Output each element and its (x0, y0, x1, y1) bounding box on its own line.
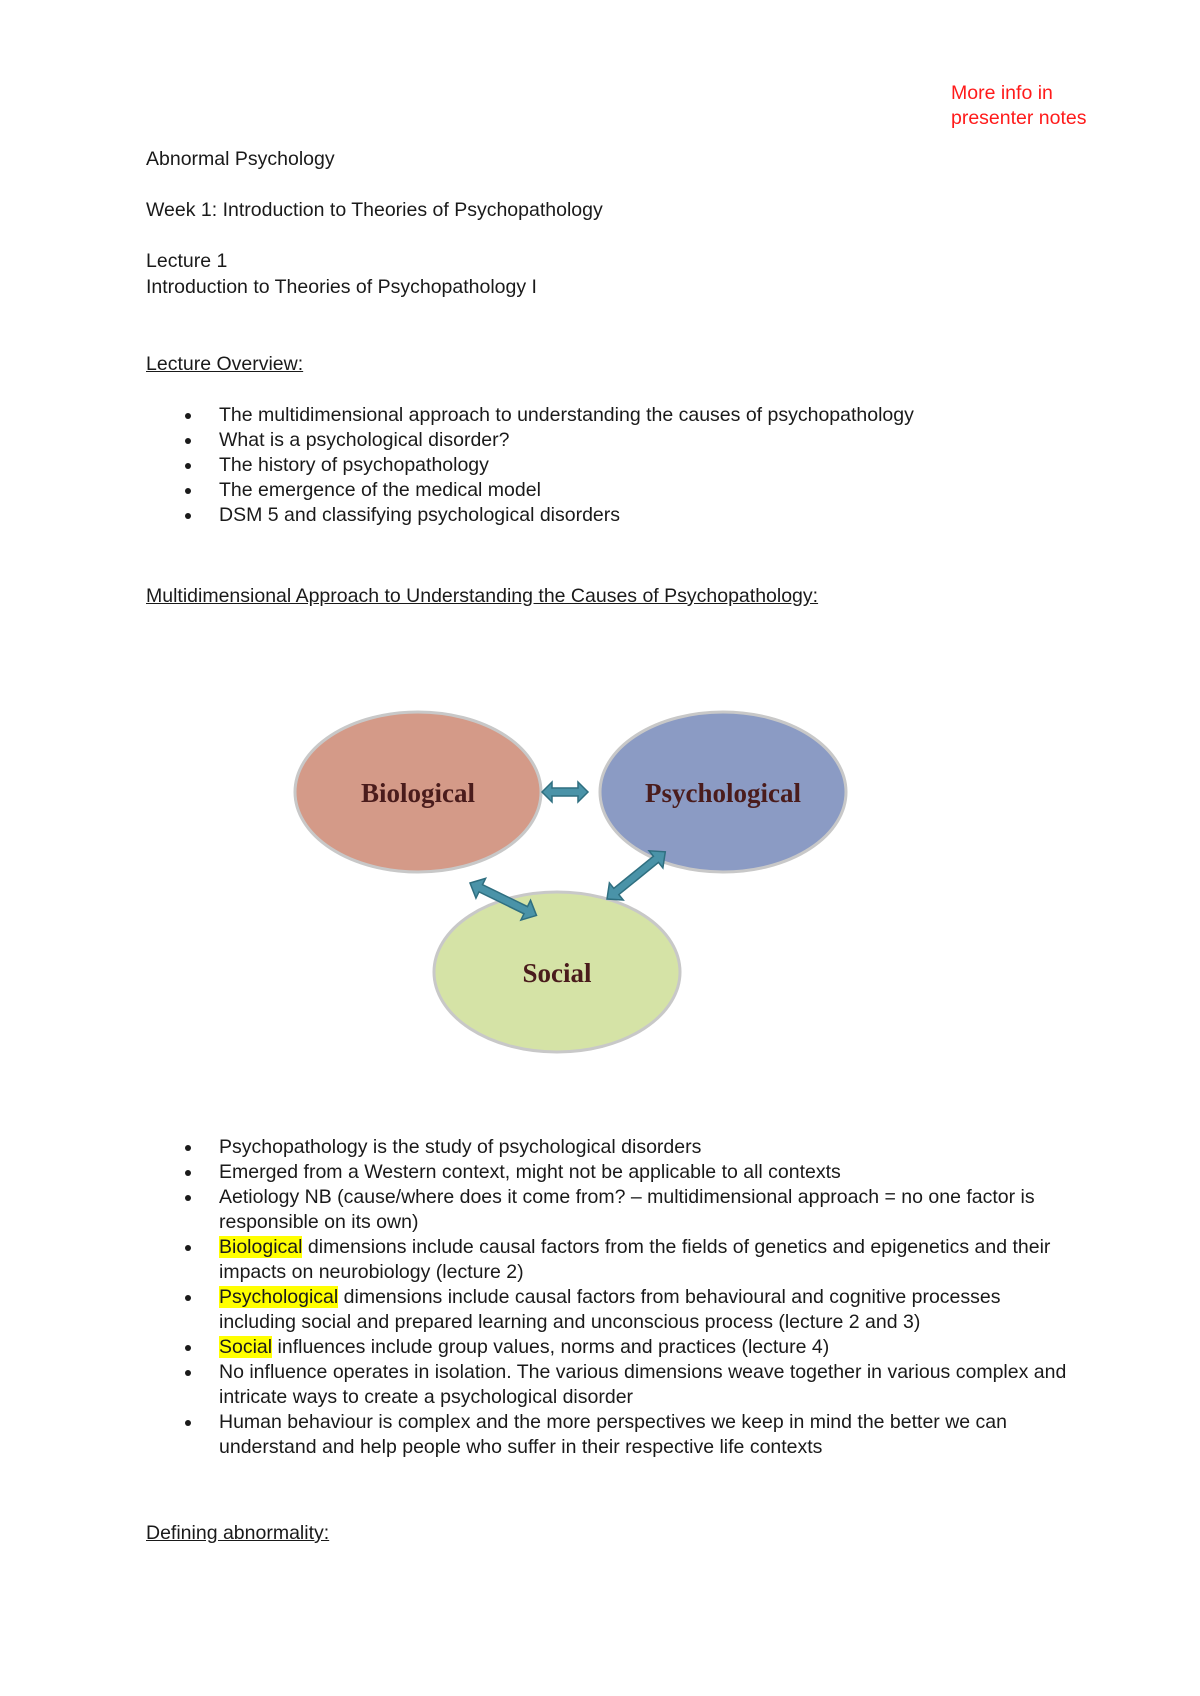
point-text: dimensions include causal factors from behavioural and cognitive processes including social and prepared learning and unconscious process (lecture 2 and 3) (219, 1286, 1001, 1333)
biological-label: Biological (361, 778, 475, 808)
social-ellipse (434, 892, 680, 1052)
point-text: influences include group values, norms and practices (lecture 4) (272, 1336, 830, 1358)
double-arrow-icon (600, 843, 672, 907)
list-item: The emergence of the medical model (146, 478, 1076, 503)
list-item (146, 1285, 1076, 1335)
list-item (146, 1235, 1076, 1285)
biological-ellipse (295, 712, 541, 872)
social-label: Social (522, 958, 592, 988)
point-text: No influence operates in isolation. The various dimensions weave together in various complex and intricate ways to create a psychological disorder (219, 1361, 1067, 1408)
list-item (146, 1360, 1076, 1410)
multidimensional-heading: Multidimensional Approach to Understanding the Causes of Psychopathology: (146, 585, 819, 607)
presenter-note-line-1: More info in (951, 82, 1053, 104)
psychological-label: Psychological (645, 778, 801, 808)
list-item: DSM 5 and classifying psychological disorders (146, 503, 1076, 528)
multidimensional-diagram (290, 700, 870, 1065)
list-item: What is a psychological disorder? (146, 428, 1076, 453)
course-title: Abnormal Psychology (146, 148, 335, 170)
overview-list (146, 403, 1076, 528)
list-item (146, 1185, 1076, 1235)
point-text: Aetiology NB (cause/where does it come from? – multidimensional approach = no one factor is responsible on its own) (219, 1186, 1035, 1233)
point-text: Human behaviour is complex and the more perspectives we keep in mind the better we can understand and help people who suffer in their respective life contexts (219, 1411, 1007, 1458)
overview-heading: Lecture Overview: (146, 353, 304, 375)
week-title: Week 1: Introduction to Theories of Psychopathology (146, 199, 603, 221)
list-item: The history of psychopathology (146, 453, 1076, 478)
list-item (146, 1135, 1076, 1160)
point-text: Psychopathology is the study of psychological disorders (219, 1136, 702, 1158)
defining-heading: Defining abnormality: (146, 1522, 330, 1544)
point-text: Emerged from a Western context, might not be applicable to all contexts (219, 1161, 841, 1183)
psychological-ellipse (600, 712, 846, 872)
presenter-note-line-2: presenter notes (951, 107, 1087, 129)
point-text: dimensions include causal factors from the fields of genetics and epigenetics and their impacts on neurobiology (lecture 2) (219, 1236, 1051, 1283)
list-item (146, 1410, 1076, 1460)
double-arrow-icon (542, 782, 588, 802)
lecture-number: Lecture 1 (146, 250, 228, 272)
multidimensional-points (146, 1135, 1076, 1460)
highlight-social: Social (219, 1336, 273, 1358)
list-item (146, 1335, 1076, 1360)
highlight-biological: Biological (219, 1236, 303, 1258)
presenter-note (951, 81, 1087, 131)
list-item (146, 1160, 1076, 1185)
list-item: The multidimensional approach to understanding the causes of psychopathology (146, 403, 1076, 428)
highlight-psychological: Psychological (219, 1286, 339, 1308)
lecture-title: Introduction to Theories of Psychopathology I (146, 276, 537, 298)
